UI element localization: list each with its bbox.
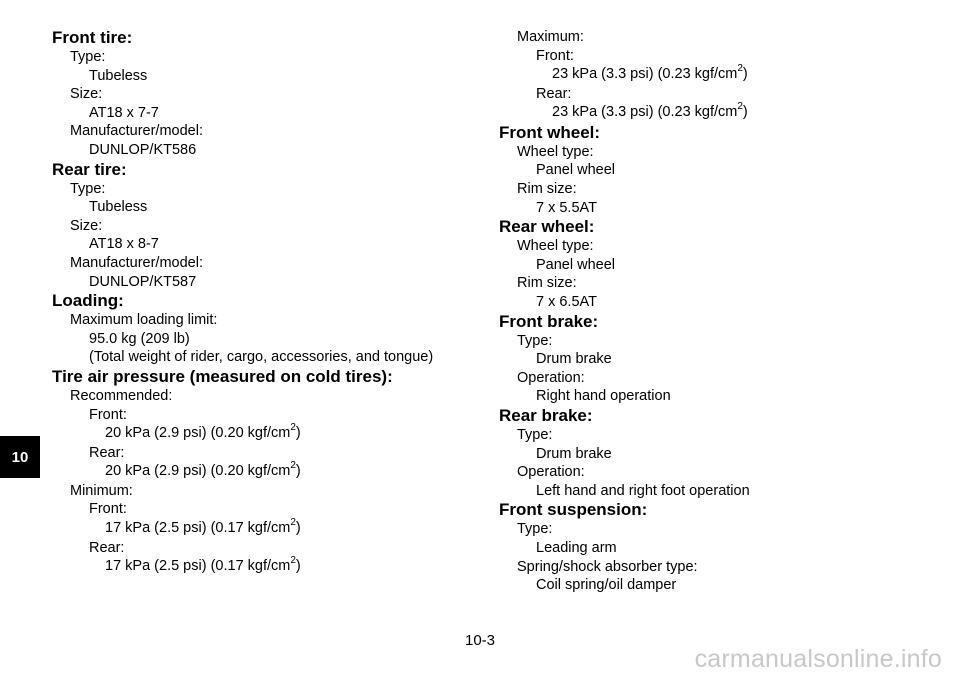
spec-text: Wheel type: bbox=[517, 238, 594, 255]
spec-line bbox=[89, 444, 124, 462]
spec-text: Manufacturer/model: bbox=[70, 123, 203, 140]
spec-line bbox=[536, 350, 612, 368]
spec-line bbox=[536, 539, 617, 557]
spec-line bbox=[89, 406, 127, 424]
spec-line bbox=[536, 256, 615, 274]
spec-text: Coil spring/oil damper bbox=[536, 577, 677, 594]
spec-text: Panel wheel bbox=[536, 162, 615, 179]
spec-line bbox=[517, 369, 585, 387]
spec-line bbox=[105, 462, 301, 480]
spec-text: Manufacturer/model: bbox=[70, 255, 203, 271]
superscript: 2 bbox=[737, 101, 743, 113]
spec-text: Size: bbox=[70, 217, 103, 234]
spec-text: Maximum loading limit: bbox=[70, 312, 218, 329]
spec-line bbox=[70, 311, 217, 329]
closing-paren: ) bbox=[742, 66, 748, 83]
spec-text: Front: bbox=[89, 501, 127, 518]
spec-line bbox=[517, 237, 594, 255]
superscript: 2 bbox=[290, 517, 296, 529]
section-heading bbox=[52, 367, 393, 387]
spec-line bbox=[70, 254, 203, 272]
spec-text: Rear: bbox=[89, 444, 125, 461]
section-heading bbox=[52, 160, 127, 180]
heading-text: Rear wheel: bbox=[499, 217, 595, 237]
spec-text: Spring/shock absorber type: bbox=[517, 558, 698, 575]
spec-text: Type: bbox=[517, 521, 553, 538]
spec-text: DUNLOP/KT586 bbox=[89, 142, 197, 158]
spec-text: AT18 x 8-7 bbox=[89, 236, 159, 253]
section-tab: 10 bbox=[0, 436, 40, 478]
section-heading bbox=[52, 28, 132, 48]
spec-line bbox=[89, 235, 159, 253]
spec-line bbox=[536, 482, 750, 500]
spec-text: Operation: bbox=[517, 369, 585, 386]
spec-text: 17 kPa (2.5 psi) (0.17 kgf/cm bbox=[105, 558, 291, 575]
spec-line bbox=[89, 141, 196, 159]
section-heading bbox=[52, 291, 124, 311]
spec-text: Type: bbox=[517, 332, 553, 349]
heading-text: Rear brake: bbox=[499, 406, 593, 425]
heading-text: Rear tire: bbox=[52, 159, 127, 179]
spec-line bbox=[70, 482, 133, 500]
spec-line bbox=[70, 48, 105, 66]
superscript: 2 bbox=[737, 63, 743, 75]
page-number: 10-3 bbox=[464, 632, 496, 649]
heading-text: Front suspension: bbox=[499, 500, 648, 520]
spec-text: Type: bbox=[70, 180, 106, 197]
spec-line bbox=[517, 274, 577, 292]
heading-text: Front brake: bbox=[499, 311, 599, 331]
spec-text: 20 kPa (2.9 psi) (0.20 kgf/cm bbox=[105, 425, 291, 442]
spec-text: DUNLOP/KT587 bbox=[89, 273, 197, 290]
spec-text: 23 kPa (3.3 psi) (0.23 kgf/cm bbox=[552, 104, 738, 121]
closing-paren: ) bbox=[295, 558, 301, 575]
spec-text: Leading arm bbox=[536, 540, 617, 556]
spec-line bbox=[70, 122, 203, 140]
spec-line bbox=[105, 424, 301, 442]
spec-line bbox=[517, 463, 585, 481]
spec-line bbox=[536, 387, 671, 405]
spec-text: Rear: bbox=[536, 85, 572, 102]
spec-line bbox=[517, 426, 552, 444]
superscript: 2 bbox=[290, 555, 296, 567]
spec-line bbox=[89, 348, 433, 366]
spec-text: 17 kPa (2.5 psi) (0.17 kgf/cm bbox=[105, 520, 291, 536]
spec-text: Tubeless bbox=[89, 67, 148, 84]
section-heading bbox=[499, 217, 594, 237]
spec-line bbox=[517, 558, 698, 576]
spec-text: Rim size: bbox=[517, 275, 577, 292]
spec-text: Panel wheel bbox=[536, 256, 615, 273]
spec-line bbox=[70, 180, 105, 198]
spec-line bbox=[89, 500, 127, 518]
spec-text: Rear: bbox=[89, 539, 125, 556]
heading-text: Front tire: bbox=[52, 28, 133, 47]
spec-line bbox=[70, 85, 102, 103]
spec-text: Type: bbox=[70, 49, 106, 65]
heading-text: Loading: bbox=[52, 291, 124, 311]
spec-text: Recommended: bbox=[70, 388, 173, 404]
closing-paren: ) bbox=[742, 104, 748, 121]
spec-line bbox=[517, 332, 552, 350]
spec-text: (Total weight of rider, cargo, accessories, and tongue) bbox=[89, 349, 434, 366]
spec-text: Minimum: bbox=[70, 482, 133, 499]
watermark: carmanualsonline.info bbox=[694, 645, 942, 673]
spec-text: Operation: bbox=[517, 464, 585, 481]
superscript: 2 bbox=[290, 460, 296, 472]
spec-text: Right hand operation bbox=[536, 388, 671, 405]
spec-text: 95.0 kg (209 lb) bbox=[89, 330, 190, 347]
spec-line bbox=[552, 65, 748, 83]
spec-text: Maximum: bbox=[517, 29, 584, 45]
spec-line bbox=[89, 330, 190, 348]
spec-text: Rim size: bbox=[517, 181, 577, 197]
section-heading bbox=[499, 500, 647, 520]
closing-paren: ) bbox=[295, 520, 301, 536]
spec-line bbox=[536, 445, 612, 463]
section-heading bbox=[499, 406, 593, 426]
spec-line bbox=[517, 143, 594, 161]
spec-text: Tubeless bbox=[89, 199, 148, 216]
spec-line bbox=[517, 28, 584, 46]
spec-line bbox=[517, 520, 552, 538]
heading-text: Tire air pressure (measured on cold tires): bbox=[52, 367, 393, 386]
spec-text: 7 x 5.5AT bbox=[536, 199, 597, 216]
superscript: 2 bbox=[290, 422, 296, 434]
spec-text: Front: bbox=[536, 47, 574, 64]
spec-line bbox=[552, 103, 748, 121]
spec-text: Wheel type: bbox=[517, 143, 594, 160]
closing-paren: ) bbox=[295, 463, 301, 480]
spec-text: Left hand and right foot operation bbox=[536, 482, 750, 499]
spec-line bbox=[105, 557, 301, 575]
spec-line bbox=[89, 198, 147, 216]
spec-text: 20 kPa (2.9 psi) (0.20 kgf/cm bbox=[105, 463, 291, 480]
spec-line bbox=[70, 387, 172, 405]
spec-text: Size: bbox=[70, 86, 103, 103]
spec-text: Drum brake bbox=[536, 445, 612, 462]
closing-paren: ) bbox=[295, 425, 301, 442]
spec-line bbox=[70, 217, 102, 235]
spec-line bbox=[536, 47, 574, 65]
spec-line bbox=[89, 539, 124, 557]
spec-line bbox=[105, 519, 301, 537]
section-heading bbox=[499, 312, 598, 332]
spec-line bbox=[536, 85, 571, 103]
spec-line bbox=[89, 67, 147, 85]
spec-line bbox=[536, 161, 615, 179]
spec-text: 7 x 6.5AT bbox=[536, 294, 597, 310]
spec-text: Front: bbox=[89, 406, 127, 423]
spec-text: 23 kPa (3.3 psi) (0.23 kgf/cm bbox=[552, 66, 738, 83]
spec-line bbox=[536, 576, 676, 594]
spec-line bbox=[517, 180, 577, 198]
section-heading bbox=[499, 123, 600, 143]
spec-text: Type: bbox=[517, 427, 553, 443]
spec-line bbox=[536, 293, 597, 311]
heading-text: Front wheel: bbox=[499, 122, 601, 142]
spec-text: AT18 x 7-7 bbox=[89, 104, 159, 121]
spec-line bbox=[89, 104, 159, 122]
spec-line bbox=[89, 273, 196, 291]
spec-text: Drum brake bbox=[536, 351, 612, 368]
spec-line bbox=[536, 199, 597, 217]
